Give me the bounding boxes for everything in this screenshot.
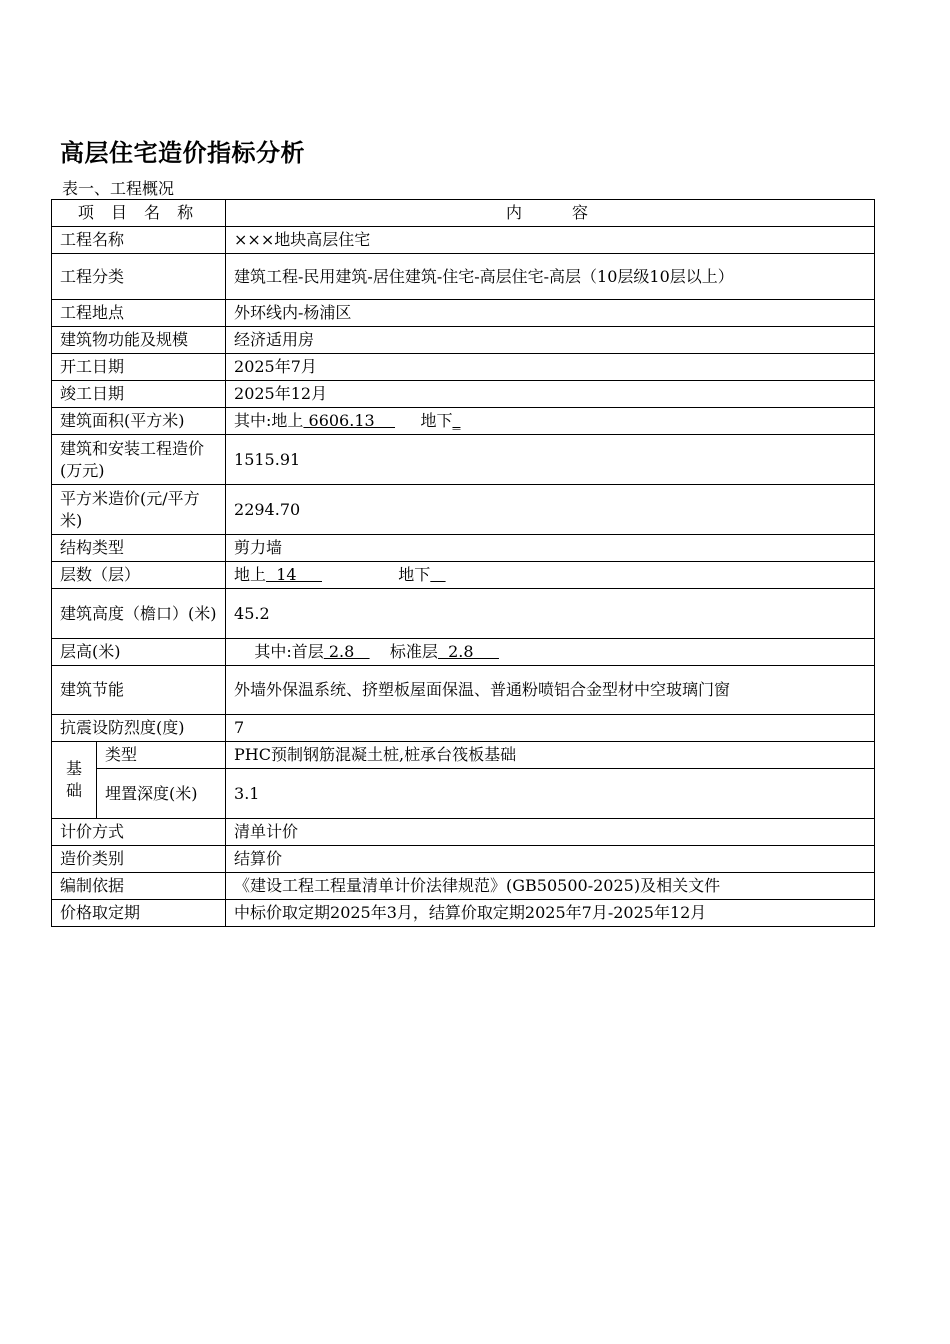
row-value: 结算价 (226, 846, 875, 873)
row-value: 外环线内-杨浦区 (226, 300, 875, 327)
table-row (52, 819, 875, 846)
row-label: 埋置深度(米) (97, 769, 226, 819)
header-content: 内 容 (226, 200, 875, 227)
row-value: 7 (226, 715, 875, 742)
table-row (52, 562, 875, 589)
storey-first-value: 2.8 (323, 642, 370, 661)
project-overview-table (51, 199, 875, 927)
row-value: ×××地块高层住宅 (226, 227, 875, 254)
row-value: 1515.91 (226, 435, 875, 485)
row-value: 2025年12月 (226, 381, 875, 408)
table-row (52, 254, 875, 300)
row-label: 层数（层） (52, 562, 226, 589)
area-prefix: 其中:地上 (234, 411, 304, 430)
page-title: 高层住宅造价指标分析 (60, 139, 305, 167)
row-label: 建筑面积(平方米) (52, 408, 226, 435)
row-value: 清单计价 (226, 819, 875, 846)
row-label: 层高(米) (52, 639, 226, 666)
row-label: 建筑高度（檐口）(米) (52, 589, 226, 639)
table-row (52, 485, 875, 535)
storey-prefix: 其中:首层 (254, 642, 324, 661)
storey-standard-value: 2.8 (437, 642, 499, 661)
row-value: 2294.70 (226, 485, 875, 535)
row-value (226, 408, 875, 435)
row-value: 《建设工程工程量清单计价法律规范》(GB50500-2025)及相关文件 (226, 873, 875, 900)
table-row (52, 535, 875, 562)
table-row (52, 742, 875, 769)
row-label: 建筑节能 (52, 666, 226, 715)
floors-prefix: 地上 (234, 565, 267, 584)
table-row (52, 300, 875, 327)
row-value: 外墙外保温系统、挤塑板屋面保温、普通粉喷铝合金型材中空玻璃门窗 (226, 666, 875, 715)
table-row (52, 227, 875, 254)
floors-above-value: 14 (266, 565, 322, 584)
floors-below-value (430, 565, 445, 584)
area-below-value: _ (452, 411, 461, 430)
floors-mid: 地下 (398, 565, 431, 584)
row-label: 建筑和安装工程造价(万元) (52, 435, 226, 485)
row-value: 建筑工程-民用建筑-居住建筑-住宅-高层住宅-高层（10层级10层以上） (226, 254, 875, 300)
row-value: 经济适用房 (226, 327, 875, 354)
table-row (52, 769, 875, 819)
row-label: 建筑物功能及规模 (52, 327, 226, 354)
row-value: 3.1 (226, 769, 875, 819)
row-label: 结构类型 (52, 535, 226, 562)
row-value: 45.2 (226, 589, 875, 639)
row-label: 抗震设防烈度(度) (52, 715, 226, 742)
area-mid: 地下 (420, 411, 453, 430)
table-row (52, 900, 875, 927)
table-row (52, 354, 875, 381)
table-row (52, 589, 875, 639)
foundation-label (52, 742, 97, 819)
table-row (52, 715, 875, 742)
row-value (226, 562, 875, 589)
row-label: 开工日期 (52, 354, 226, 381)
row-label: 工程地点 (52, 300, 226, 327)
row-label: 工程分类 (52, 254, 226, 300)
storey-mid: 标准层 (389, 642, 438, 661)
row-value: 中标价取定期2025年3月，结算价取定期2025年7月-2025年12月 (226, 900, 875, 927)
table-header-row (52, 200, 875, 227)
table-row (52, 873, 875, 900)
table-caption: 表一、工程概况 (62, 179, 175, 198)
row-label: 类型 (97, 742, 226, 769)
table-row (52, 435, 875, 485)
table-row (52, 846, 875, 873)
table-row (52, 408, 875, 435)
table-row (52, 381, 875, 408)
table-row (52, 639, 875, 666)
table-row (52, 666, 875, 715)
foundation-label-text: 基础 (66, 759, 83, 800)
row-label: 平方米造价(元/平方米) (52, 485, 226, 535)
row-value (226, 639, 875, 666)
row-value: 2025年7月 (226, 354, 875, 381)
area-above-value: 6606.13 (303, 411, 396, 430)
row-label: 竣工日期 (52, 381, 226, 408)
row-label: 工程名称 (52, 227, 226, 254)
row-label: 计价方式 (52, 819, 226, 846)
table-row (52, 327, 875, 354)
row-value: 剪力墙 (226, 535, 875, 562)
row-label: 编制依据 (52, 873, 226, 900)
row-value: PHC预制钢筋混凝土桩,桩承台筏板基础 (226, 742, 875, 769)
header-item: 项 目 名 称 (52, 200, 226, 227)
row-label: 价格取定期 (52, 900, 226, 927)
row-label: 造价类别 (52, 846, 226, 873)
